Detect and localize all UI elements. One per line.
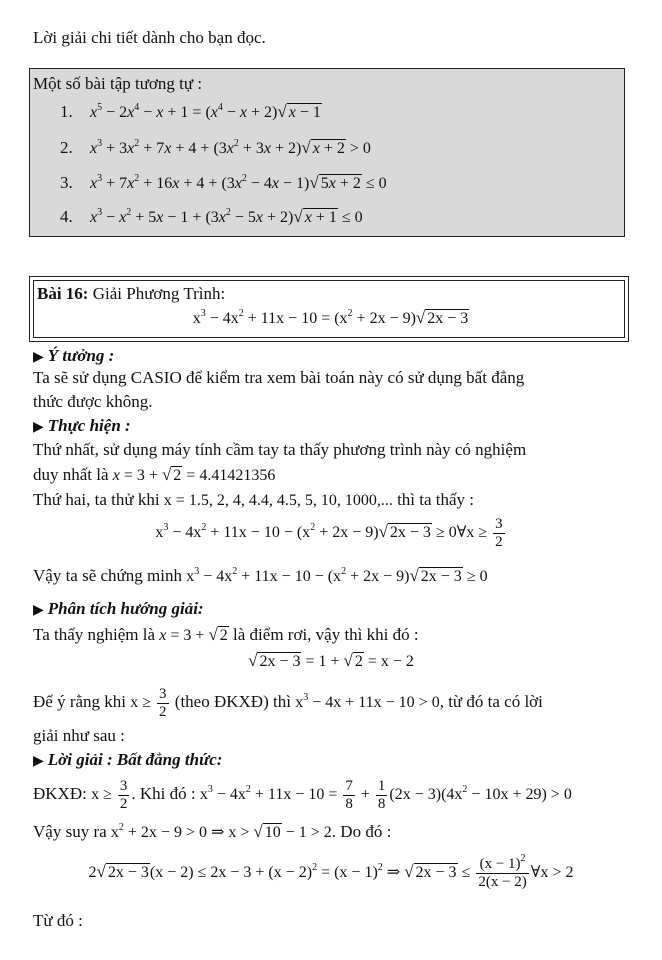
problem-16-title: Bài 16: Giải Phương Trình: — [37, 284, 226, 303]
solution-line-2: Vậy suy ra $x^2 + 2x - 9 > 0$ ⇒ x > √ 10 − 1 > 2. Do đó : — [33, 822, 392, 841]
exercise-3: 3. $x^3 + 7x^2 + 16x + 4 + (3x^2 - 4x - 1)√$ 5x + 2 ≤ 0 — [60, 173, 387, 192]
idea-line-2: thức được không. — [33, 392, 153, 411]
exercise-4: 4. $x^3 - x^2 + 5x - 1 + (3x^2 - 5x + 2)√$ x + 1 ≤ 0 — [60, 207, 363, 226]
solution-tu-do: Từ đó : — [33, 911, 83, 930]
analysis-note-line: Để ý rằng khi x ≥ $\frac{3}{2}$ (theo ĐKXĐ) thì $x^3 - 4x + 11x - 10 > 0$, từ đó ta có lời — [33, 686, 543, 720]
exercise-2: 2. $x^3 + 3x^2 + 7x + 4 + (3x^2 + 3x + 2)√$ x + 2 > 0 — [60, 138, 371, 157]
idea-line-1: Ta sẽ sử dụng CASIO để kiểm tra xem bài toán này có sử dụng bất đẳng — [33, 368, 525, 387]
intro-text: Lời giải chi tiết dành cho bạn đọc. — [33, 28, 266, 47]
analysis-line-1: Ta thấy nghiệm là x = 3 + √ 2 là điểm rơi, vậy thì khi đó : — [33, 625, 419, 644]
solution-inequality: 2√ $2x - 3(x - 2) \le 2x - 3 + (x - 2)^2 = (x - 1)^2$ ⇒ √ 2x − 3 ≤ $\frac{(x - 1)^2}{2(x - 2)}$ ∀x > 2 — [88, 853, 574, 890]
triangle-bullet-icon: ▶ — [33, 754, 44, 769]
idea-heading: ▶ Ý tưởng : — [33, 346, 115, 365]
execution-inequality: $x^3 - 4x^2 + 11x - 10 - (x^2 + 2x - 9)√$ 2x − 3 ≥ 0∀x ≥ $\frac{3}{2}$ — [155, 516, 503, 550]
problem-16-equation: $x^3 - 4x^2 + 11x - 10 = (x^2 + 2x - 9)√$ 2x − 3 — [192, 308, 469, 327]
analysis-equation: √ 2x − 3 = 1 + √ 2 = x − 2 — [248, 651, 414, 670]
execution-line-1: Thứ nhất, sử dụng máy tính cầm tay ta thấy phương trình này có nghiệm — [33, 440, 527, 459]
analysis-heading: ▶ Phân tích hướng giải: — [33, 599, 204, 618]
execution-line-3: Thứ hai, ta thử khi x = 1.5, 2, 4, 4.4, 4.5, 5, 10, 1000,... thì ta thấy : — [33, 490, 475, 509]
triangle-bullet-icon: ▶ — [33, 603, 44, 618]
execution-prove-line: Vậy ta sẽ chứng minh $x^3 - 4x^2 + 11x - 10 - (x^2 + 2x - 9)√$ 2x − 3 ≥ 0 — [33, 566, 488, 585]
similar-title: Một số bài tập tương tự : — [33, 74, 203, 93]
analysis-note-line-2: giải như sau : — [33, 726, 125, 745]
solution-heading: ▶ Lời giải : Bất đẳng thức: — [33, 750, 223, 769]
triangle-bullet-icon: ▶ — [33, 350, 44, 365]
execution-line-2: duy nhất là x = 3 + √ 2 = 4.41421356 — [33, 465, 276, 484]
execution-heading: ▶ Thực hiện : — [33, 416, 131, 435]
solution-dkxd-line: ĐKXĐ: x ≥ $\frac{3}{2}$ . Khi đó : $x^3 - 4x^2 + 11x - 10$ = $\frac{7}{8}$ + $\frac{1}{8}$ $(2x - 3)(4x^2 - 10x + 29) > 0$ — [33, 778, 572, 812]
triangle-bullet-icon: ▶ — [33, 420, 44, 435]
exercise-1: 1. $x^5 - 2x^4 - x + 1 = (x^4 - x + 2)√$ x − 1 — [60, 102, 321, 121]
